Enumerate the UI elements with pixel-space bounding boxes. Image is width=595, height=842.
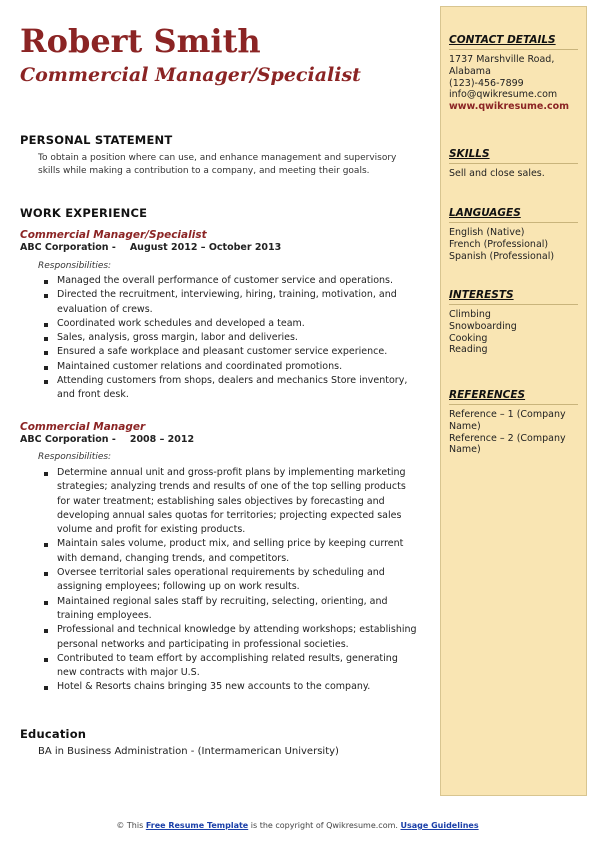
list-item: Hotel & Resorts chains bringing 35 new accounts to the company. [57, 680, 419, 694]
list-item: Climbing [449, 309, 491, 320]
list-item: Maintained regional sales staff by recruiting, selecting, orienting, and training employees. [57, 595, 419, 624]
job-bullet-list [57, 274, 417, 403]
interests-list [449, 309, 584, 356]
divider [449, 404, 578, 405]
address-line: Alabama [449, 65, 491, 77]
job-bullet-list [57, 466, 419, 695]
candidate-name: Robert Smith [20, 22, 261, 60]
list-item: Maintain sales volume, product mix, and selling price by keeping current with demand, changing trends, and competitors. [57, 537, 419, 566]
list-item: Cooking [449, 332, 488, 344]
list-item: Attending customers from shops, dealers and mechanics Store inventory, and front desk. [57, 374, 417, 403]
languages-heading: LANGUAGES [449, 207, 521, 219]
list-item: Maintained customer relations and coordinated promotions. [57, 360, 417, 374]
list-item: English (Native) [449, 227, 525, 238]
contact-heading: CONTACT DETAILS [449, 34, 556, 46]
address-line: 1737 Marshville Road, [449, 54, 555, 65]
sidebar [440, 6, 587, 796]
divider [449, 304, 578, 305]
job-company: ABC Corporation - [20, 242, 116, 253]
job-title: Commercial Manager/Specialist [20, 229, 207, 241]
list-item: Ensured a safe workplace and pleasant customer service experience. [57, 345, 417, 359]
footer-prefix: © This [116, 821, 144, 830]
list-item: Spanish (Professional) [449, 250, 555, 262]
footer [0, 821, 595, 830]
list-item: Coordinated work schedules and developed a team. [57, 317, 417, 331]
references-list [449, 409, 584, 456]
job-dates: 2008 – 2012 [129, 434, 195, 445]
list-item: Reading [449, 344, 488, 356]
divider [449, 49, 578, 50]
candidate-title: Commercial Manager/Specialist [20, 64, 361, 86]
job-company-line [20, 242, 281, 253]
languages-list [449, 227, 584, 262]
list-item: Determine annual unit and gross-profit plans by implementing marketing strategies; analyzing trends and results of one of the top selling products for water treatment; establishing sales objectives by forecasting and developing annual sales quotas for territories; projecting expected sales volume and profit for existing products. [57, 466, 419, 537]
education-text: BA in Business Administration - (Intermamerican University) [38, 746, 339, 757]
skills-list [449, 168, 584, 180]
resume-header [20, 22, 420, 88]
divider [449, 163, 578, 164]
skills-heading: SKILLS [449, 148, 490, 160]
work-experience-heading: WORK EXPERIENCE [20, 206, 148, 220]
job-dates: August 2012 – October 2013 [129, 242, 282, 253]
list-item: Reference – 2 (Company Name) [449, 432, 566, 456]
list-item: Directed the recruitment, interviewing, hiring, training, motivation, and evaluation of crews. [57, 288, 417, 317]
responsibilities-label: Responsibilities: [38, 261, 112, 271]
list-item: Professional and technical knowledge by attending workshops; establishing personal networks and participating in professional societies. [57, 623, 419, 652]
divider [449, 222, 578, 223]
references-heading: REFERENCES [449, 389, 526, 401]
list-item: Sales, analysis, gross margin, labor and deliveries. [57, 331, 417, 345]
free-resume-template-link[interactable]: Free Resume Template [145, 821, 249, 830]
list-item: French (Professional) [449, 238, 549, 250]
list-item: Reference – 1 (Company Name) [449, 409, 566, 432]
personal-statement-text: To obtain a position where can use, and enhance management and supervisory skills while making a contribution to a company, and meeting their goals. [38, 153, 397, 176]
list-item: Managed the overall performance of customer service and operations. [57, 274, 417, 288]
responsibilities-label: Responsibilities: [38, 452, 112, 462]
job-company-line [20, 434, 194, 445]
job-company: ABC Corporation - [20, 434, 116, 445]
usage-guidelines-link[interactable]: Usage Guidelines [400, 821, 479, 830]
education-heading: Education [20, 727, 87, 741]
list-item: Oversee territorial sales operational requirements by scheduling and assigning employees; following up on work results. [57, 566, 419, 595]
interests-heading: INTERESTS [449, 289, 514, 301]
contact-details [449, 54, 584, 113]
job-title: Commercial Manager [20, 421, 146, 433]
personal-statement-heading: PERSONAL STATEMENT [20, 133, 173, 147]
list-item: Sell and close sales. [449, 168, 545, 179]
phone: (123)-456-7899 [449, 77, 524, 89]
footer-middle: is the copyright of Qwikresume.com. [250, 821, 398, 830]
website-link[interactable]: www.qwikresume.com [449, 101, 570, 113]
email[interactable]: info@qwikresume.com [449, 89, 558, 101]
list-item: Snowboarding [449, 320, 517, 332]
list-item: Contributed to team effort by accomplishing related results, generating new contracts with major U.S. [57, 652, 419, 681]
